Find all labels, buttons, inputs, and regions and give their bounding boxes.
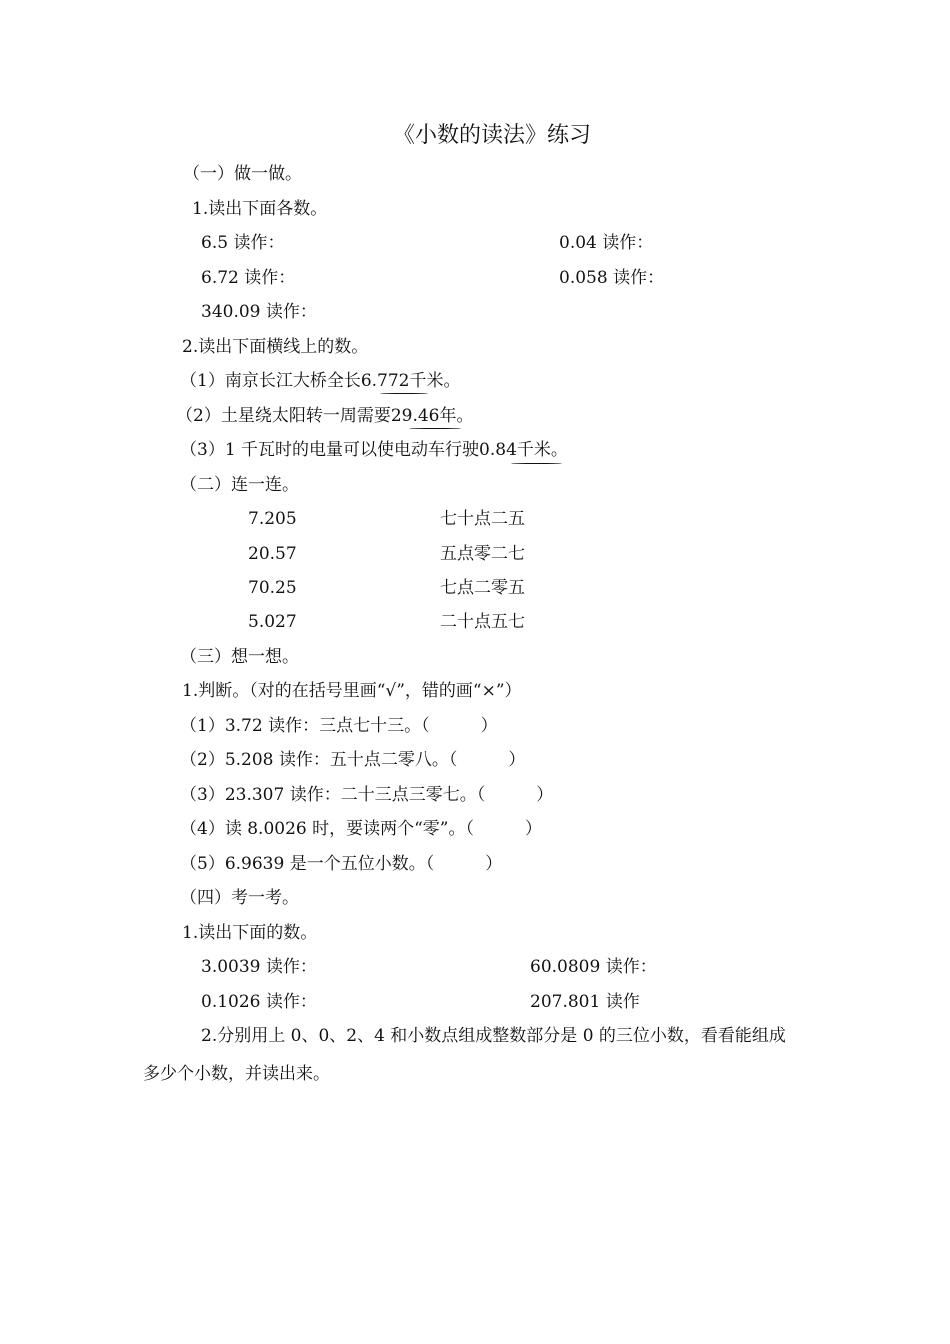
- read-item: 6.72 读作：: [201, 268, 296, 288]
- match-right-item: 七十点二五: [440, 509, 525, 529]
- sentence-suffix: 千米。: [409, 371, 461, 391]
- read-item: 3.0039 读作：: [201, 957, 317, 977]
- section-3-heading: （三）想一想。: [180, 647, 299, 667]
- read-item: 60.0809 读作：: [530, 957, 657, 977]
- underlined-number: 29.46: [390, 406, 440, 426]
- read-item: 0.058 读作：: [559, 268, 665, 288]
- sentence-prefix: （3）1 千瓦时的电量可以使电动车行驶: [180, 440, 480, 460]
- question-4-1-heading: 1.读出下面的数。: [182, 923, 318, 943]
- sentence-suffix: 年。: [439, 406, 474, 426]
- judge-item: （3）23.307 读作：二十三点三零七。（ ）: [180, 785, 554, 805]
- section-1-heading: （一）做一做。: [183, 164, 302, 184]
- number-underline: [380, 393, 428, 394]
- match-right-item: 五点零二七: [440, 544, 525, 564]
- match-right-item: 七点二零五: [440, 578, 525, 598]
- number-underline: [511, 463, 562, 464]
- sentence-prefix: （1）南京长江大桥全长: [180, 371, 361, 391]
- section-4-heading: （四）考一考。: [180, 888, 299, 908]
- judge-item: （5）6.9639 是一个五位小数。（ ）: [180, 854, 503, 874]
- match-left-item: 20.57: [248, 544, 297, 564]
- question-4-2-line-1: 2.分别用上 0、0、2、4 和小数点组成整数部分是 0 的三位小数，看看能组成: [201, 1026, 786, 1046]
- question-1-2-heading: 2.读出下面横线上的数。: [182, 337, 369, 357]
- question-3-1-heading: 1.判断。（对的在括号里画“√”，错的画“×”）: [182, 681, 522, 701]
- underlined-number: 6.772: [360, 371, 410, 391]
- sentence-prefix: （2）土星绕太阳转一周需要: [176, 406, 391, 426]
- match-left-item: 5.027: [248, 612, 297, 632]
- read-item: 0.1026 读作：: [201, 992, 317, 1012]
- match-left-item: 7.205: [248, 509, 297, 529]
- sentence-item: [180, 439, 568, 461]
- question-4-2-line-2: 多少个小数，并读出来。: [143, 1064, 330, 1084]
- sentence-suffix: 千米。: [516, 440, 568, 460]
- number-underline: [409, 428, 461, 429]
- match-right-item: 二十点五七: [440, 612, 525, 632]
- underlined-number: 0.84: [479, 440, 517, 460]
- question-1-1-heading: 1.读出下面各数。: [192, 199, 328, 219]
- sentence-item: [180, 370, 461, 392]
- read-item: 0.04 读作：: [559, 233, 654, 253]
- section-2-heading: （二）连一连。: [180, 475, 299, 495]
- judge-item: （1）3.72 读作：三点七十三。（ ）: [180, 716, 498, 736]
- judge-item: （2）5.208 读作：五十点二零八。（ ）: [180, 750, 526, 770]
- judge-item: （4）读 8.0026 时，要读两个“零”。（ ）: [180, 819, 542, 839]
- sentence-item: [176, 405, 474, 427]
- read-item: 207.801 读作: [530, 992, 640, 1012]
- read-item: 340.09 读作：: [201, 302, 317, 322]
- page-title: 《小数的读法》练习: [393, 123, 592, 148]
- match-left-item: 70.25: [248, 578, 297, 598]
- read-item: 6.5 读作：: [201, 233, 285, 253]
